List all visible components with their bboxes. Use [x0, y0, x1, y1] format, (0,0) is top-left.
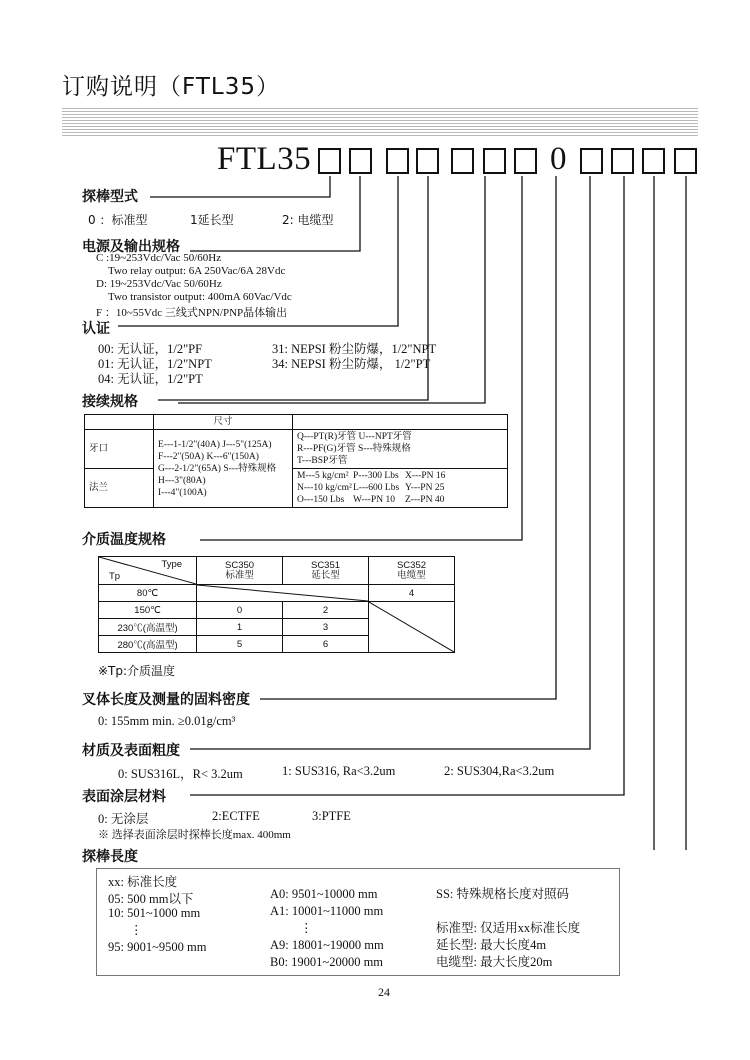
size-row: H---3"(80A) — [158, 475, 206, 486]
model-prefix: FTL35 — [217, 141, 312, 177]
cell-value: 3 — [283, 619, 369, 636]
connection-sizes — [154, 430, 293, 508]
size-row: F---2"(50A) K---6"(150A) — [158, 451, 259, 462]
material-heading: 材质及表面粗度 — [82, 743, 180, 759]
coating-heading: 表面涂层材料 — [82, 789, 166, 805]
material-0: 0: SUS316L，R< 3.2um — [118, 767, 243, 781]
cert-31: 31: NEPSI 粉尘防爆，1/2"NPT — [272, 342, 437, 356]
row-label: 150℃ — [99, 602, 197, 619]
cell-value: 5 — [197, 636, 283, 653]
material-2: 2: SUS304,Ra<3.2um — [444, 764, 555, 778]
length-col1-dots: ⋮ — [130, 923, 143, 937]
cert-00: 00: 无认证，1/2"PF — [98, 342, 203, 356]
corner-type-label: Type — [161, 559, 183, 570]
length-col2-1: A1: 10001~11000 mm — [270, 904, 384, 918]
length-col1-0: xx: 标准长度 — [108, 875, 178, 889]
power-line-d: D: 19~253Vdc/Vac 50/60Hz — [96, 278, 222, 290]
length-col2-dots: ⋮ — [300, 921, 313, 935]
length-col3-0: SS: 特殊规格长度对照码 — [436, 887, 570, 901]
length-col1-2: 10: 501~1000 mm — [108, 906, 201, 920]
temperature-table — [98, 556, 455, 653]
thread-row: R---PF(G)牙管 S---特殊规格 — [297, 444, 411, 454]
connection-corner — [85, 415, 154, 430]
connection-threads — [293, 430, 508, 469]
power-line-transistor: Two transistor output: 400mA 60Vac/Vdc — [108, 291, 292, 303]
row-label: 230℃(高温型) — [99, 619, 197, 636]
cell-na — [369, 602, 455, 653]
code-fixed-digit: 0 — [550, 141, 567, 177]
size-row: E---1-1/2"(40A) J---5"(125A) — [158, 439, 272, 450]
size-row: I---4"(100A) — [158, 487, 207, 498]
page-title: 订购说明（FTL35） — [62, 74, 280, 100]
temperature-corner — [99, 557, 197, 585]
probe-type-heading: 探棒型式 — [82, 189, 138, 205]
temperature-note: ※Tp:介质温度 — [98, 664, 176, 678]
cert-04: 04: 无认证，1/2"PT — [98, 372, 203, 386]
flange-row: M---5 kg/cm² P---300 Lbs X---PN 16 — [297, 471, 446, 481]
cert-34: 34: NEPSI 粉尘防爆， 1/2"PT — [272, 357, 431, 371]
probe-type-option-0: 0 ：标准型 — [88, 213, 148, 227]
length-col2-4: B0: 19001~20000 mm — [270, 955, 384, 969]
coating-3: 3:PTFE — [312, 809, 351, 823]
cert-01: 01: 无认证，1/2"NPT — [98, 357, 212, 371]
length-heading: 探棒長度 — [82, 849, 138, 865]
length-col3-1: 标准型: 仅适用xx标准长度 — [436, 921, 581, 935]
row-label: 280℃(高温型) — [99, 636, 197, 653]
fork-heading: 叉体长度及测量的固料密度 — [82, 692, 250, 708]
coating-2: 2:ECTFE — [212, 809, 260, 823]
fork-line: 0: 155mm min. ≥0.01g/cm³ — [98, 714, 236, 728]
coating-note: ※ 选择表面涂层时探棒长度max. 400mm — [98, 829, 291, 841]
cell-value: 6 — [283, 636, 369, 653]
temperature-heading: 介质温度规格 — [82, 532, 166, 548]
length-col2-0: A0: 9501~10000 mm — [270, 887, 378, 901]
power-line-f: F ：10~55Vdc 三线式NPN/PNP晶体输出 — [96, 307, 288, 319]
length-col3-2: 延长型: 最大长度4m — [436, 938, 547, 952]
connection-table — [84, 414, 508, 508]
length-col2-3: A9: 18001~19000 mm — [270, 938, 384, 952]
size-row: G---2-1/2"(65A) S---特殊规格 — [158, 463, 277, 474]
cell-value: 2 — [283, 602, 369, 619]
col-header-sc350: SC350 标准型 — [197, 557, 283, 585]
corner-tp-label: Tp — [109, 571, 121, 582]
coating-0: 0: 无涂层 — [98, 812, 149, 826]
thread-row: Q---PT(R)牙管 U---NPT牙管 — [297, 432, 412, 442]
power-line-c: C :19~253Vdc/Vac 50/60Hz — [96, 252, 222, 264]
connection-thread-label: 牙口 — [85, 430, 154, 469]
col-header-sc352: SC352 电缆型 — [369, 557, 455, 585]
cert-heading: 认证 — [82, 321, 110, 337]
col-header-sc351: SC351 延长型 — [283, 557, 369, 585]
thread-row: T---BSP牙管 — [297, 456, 348, 466]
length-col1-4: 95: 9001~9500 mm — [108, 940, 207, 954]
flange-row: N---10 kg/cm²L---600 Lbs Y---PN 25 — [297, 483, 445, 493]
connection-empty-header — [293, 415, 508, 430]
cell-value: 4 — [369, 585, 455, 602]
row-label: 80℃ — [99, 585, 197, 602]
flange-row: O---150 Lbs W---PN 10 Z---PN 40 — [297, 495, 445, 505]
probe-type-option-1: 1延长型 — [190, 213, 234, 227]
material-1: 1: SUS316, Ra<3.2um — [282, 764, 396, 778]
power-heading: 电源及输出规格 — [82, 239, 180, 255]
length-col1-1: 05: 500 mm以下 — [108, 892, 194, 906]
connection-flanges — [293, 469, 508, 508]
probe-type-option-2: 2: 电缆型 — [282, 213, 334, 227]
cell-value: 1 — [197, 619, 283, 636]
connection-flange-label: 法兰 — [85, 469, 154, 508]
power-line-relay: Two relay output: 6A 250Vac/6A 28Vdc — [108, 265, 286, 277]
page-number: 24 — [378, 985, 390, 999]
cell-na — [197, 585, 369, 602]
connection-heading: 接续规格 — [82, 394, 138, 410]
connection-size-header: 尺寸 — [154, 415, 293, 430]
length-col3-3: 电缆型: 最大长度20m — [436, 955, 553, 969]
cell-value: 0 — [197, 602, 283, 619]
